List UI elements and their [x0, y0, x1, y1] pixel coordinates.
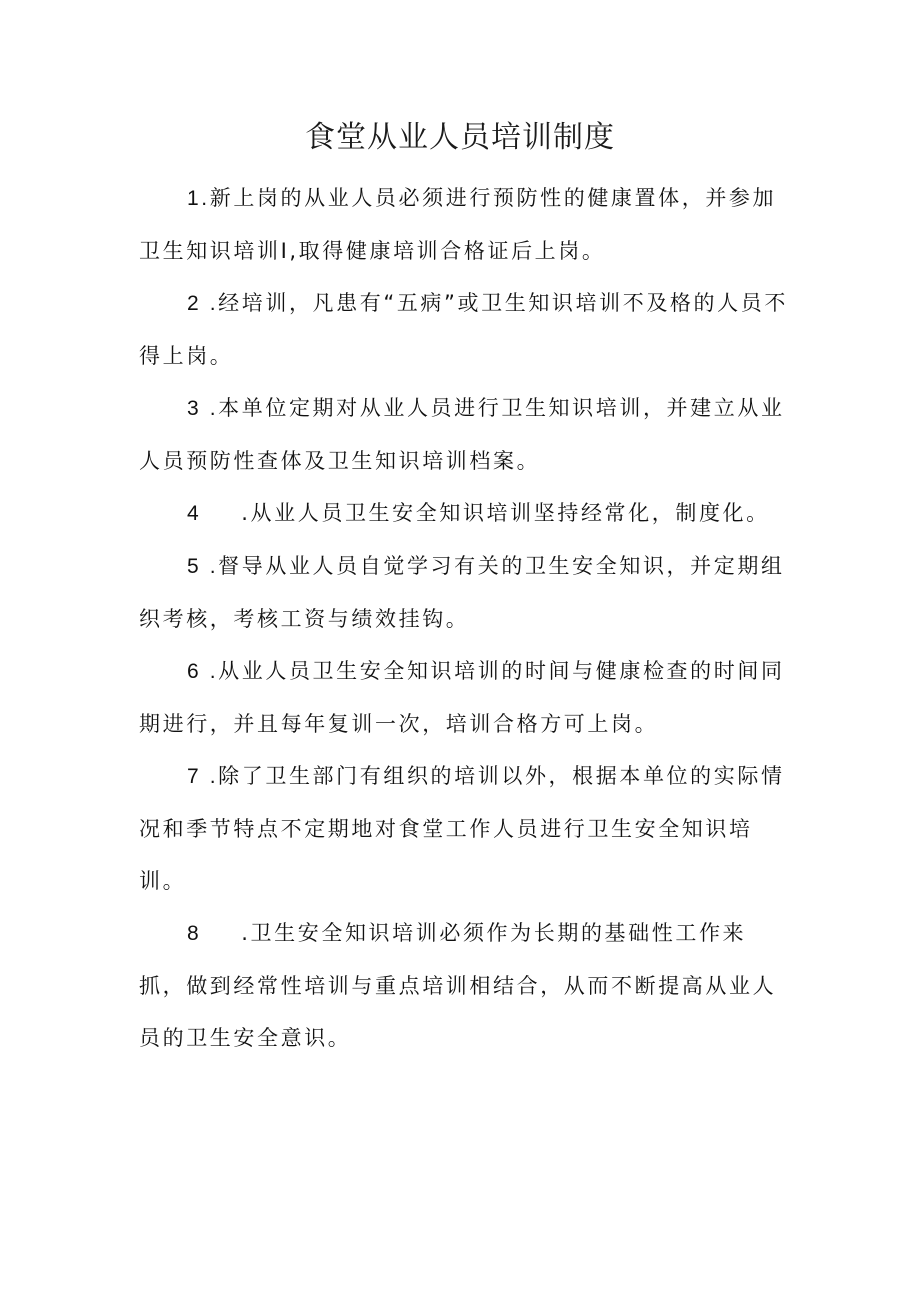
paragraph-8: [139, 907, 789, 1064]
paragraph-text: 从业人员卫生安全知识培训的时间与健康检查的时间同期进行，并且每年复训一次，培训合格方可上岗。: [139, 659, 785, 736]
paragraph-number: 8: [187, 922, 202, 945]
document-body: [139, 172, 789, 1064]
paragraph-7: [139, 750, 789, 907]
paragraph-number: 5 .: [187, 555, 219, 578]
paragraph-text: 除了卫生部门有组织的培训以外，根据本单位的实际情况和季节特点不定期地对食堂工作人员进行卫生安全知识培训。: [139, 764, 785, 893]
paragraph-text: 本单位定期对从业人员进行卫生知识培训，并建立从业人员预防性查体及卫生知识培训档案。: [139, 396, 785, 473]
paragraph-6: [139, 645, 789, 750]
paragraph-number: 3 .: [187, 397, 219, 420]
paragraph-text: .卫生安全知识培训必须作为长期的基础性工作来抓，做到经常性培训与重点培训相结合，从而不断提高从业人员的卫生安全意识。: [139, 921, 777, 1050]
paragraph-2: [139, 277, 789, 382]
paragraph-5: [139, 540, 789, 645]
paragraph-number: 7 .: [187, 765, 219, 788]
paragraph-4: [139, 487, 789, 540]
document-title: 食堂从业人员培训制度: [305, 120, 615, 155]
paragraph-1: [139, 172, 789, 277]
paragraph-number: 6 .: [187, 660, 219, 683]
paragraph-text: .从业人员卫生安全知识培训坚持经常化，制度化。: [241, 501, 770, 525]
paragraph-number: 4: [187, 502, 202, 525]
paragraph-number: 2 .: [187, 292, 219, 315]
paragraph-text: 督导从业人员自觉学习有关的卫生安全知识，并定期组织考核，考核工资与绩效挂钩。: [139, 554, 785, 631]
paragraph-3: [139, 382, 789, 487]
paragraph-number: 1.: [187, 187, 210, 210]
paragraph-text: 新上岗的从业人员必须进行预防性的健康置体，并参加卫生知识培训I,取得健康培训合格证后上岗。: [139, 186, 777, 263]
paragraph-text: 经培训，凡患有“五病”或卫生知识培训不及格的人员不得上岗。: [139, 291, 788, 368]
